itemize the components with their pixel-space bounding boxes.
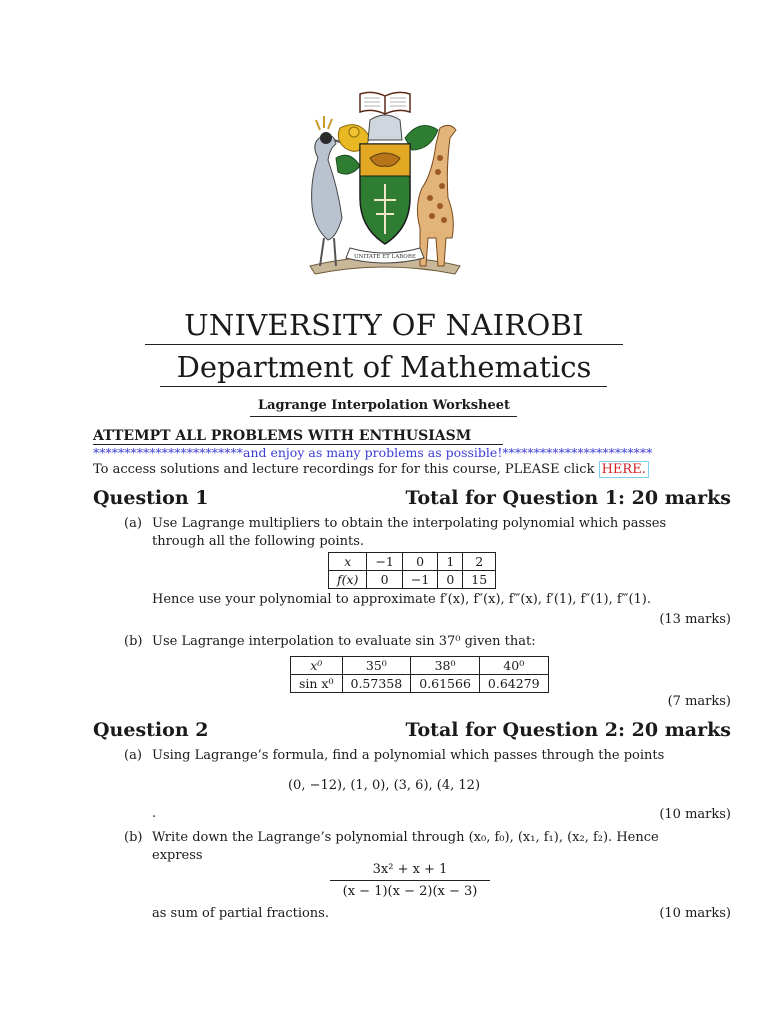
table-cell: 0	[438, 571, 463, 589]
table-cell: sin x⁰	[291, 675, 343, 693]
q2a-marks: (10 marks)	[659, 807, 731, 822]
table-cell: 15	[463, 571, 496, 589]
q2b-label: (b)	[124, 830, 143, 845]
q2a-period: .	[152, 806, 157, 821]
question-2-heading	[93, 719, 731, 741]
q1b-marks: (7 marks)	[667, 694, 731, 709]
table-cell: f(x)	[329, 571, 367, 589]
crest-motto: UNITATE ET LABORE	[354, 254, 416, 260]
q1a-text-line1: Use Lagrange multipliers to obtain the interpolating polynomial which passes	[152, 516, 667, 531]
q1a-points-table	[328, 552, 496, 589]
attempt-heading: ATTEMPT ALL PROBLEMS WITH ENTHUSIASM	[93, 428, 472, 444]
question-1-total: Total for Question 1: 20 marks	[405, 487, 731, 509]
question-1-title: Question 1	[93, 487, 209, 509]
q2a-points: (0, −12), (1, 0), (3, 6), (4, 12)	[287, 778, 481, 793]
q2b-marks: (10 marks)	[659, 906, 731, 921]
department-rule	[160, 386, 607, 387]
table-cell: −1	[402, 571, 437, 589]
access-text: To access solutions and lecture recordings for for this course, PLEASE click	[93, 462, 599, 477]
university-crest	[290, 88, 480, 282]
q2a-label: (a)	[124, 748, 142, 763]
table-cell: 0.64279	[479, 675, 548, 693]
q1b-label: (b)	[124, 634, 143, 649]
table-cell: x	[329, 553, 367, 571]
table-row	[291, 657, 549, 675]
q1a-hence-text: Hence use your polynomial to approximate f′(x), f″(x), f‴(x), f′(1), f″(1), f‴(1).	[152, 592, 652, 607]
table-cell: 0	[367, 571, 402, 589]
q1a-text-line2: through all the following points.	[152, 534, 365, 549]
q2a-text-line1: Using Lagrange’s formula, find a polynomial which passes through the points	[152, 748, 665, 763]
table-cell: −1	[367, 553, 402, 571]
department-name: Department of Mathematics	[176, 350, 592, 384]
question-2-total: Total for Question 2: 20 marks	[405, 719, 731, 741]
q1a-label: (a)	[124, 516, 142, 531]
table-cell: 35⁰	[342, 657, 411, 675]
question-2-title: Question 2	[93, 719, 209, 741]
q2b-fraction	[330, 862, 490, 899]
table-cell: 0.61566	[411, 675, 480, 693]
access-line	[93, 462, 649, 477]
book-figure	[360, 92, 410, 114]
table-row	[291, 675, 549, 693]
worksheet-rule	[250, 416, 517, 417]
q2b-text-line1: Write down the Lagrange’s polynomial through (x₀, f₀), (x₁, f₁), (x₂, f₂). Hence	[152, 830, 659, 845]
fraction-denominator: (x − 1)(x − 2)(x − 3)	[342, 884, 478, 899]
table-cell: 40⁰	[479, 657, 548, 675]
q2b-after-text: as sum of partial fractions.	[152, 906, 329, 921]
university-rule	[145, 344, 623, 345]
table-cell: 1	[438, 553, 463, 571]
enjoy-banner: ************************and enjoy as many problems as possible!************************	[93, 445, 653, 460]
table-row	[329, 553, 496, 571]
university-name: UNIVERSITY OF NAIROBI	[184, 308, 584, 342]
table-cell: 0	[402, 553, 437, 571]
question-1-heading	[93, 487, 731, 509]
here-link[interactable]: HERE.	[599, 461, 649, 478]
q1a-marks: (13 marks)	[659, 612, 731, 627]
fraction-numerator: 3x² + x + 1	[330, 862, 490, 881]
table-cell: 0.57358	[342, 675, 411, 693]
q1b-sine-table	[290, 656, 549, 693]
worksheet-title: Lagrange Interpolation Worksheet	[257, 398, 511, 413]
table-row	[329, 571, 496, 589]
shield-figure	[360, 144, 410, 244]
table-cell: 38⁰	[411, 657, 480, 675]
q2b-text-line2: express	[152, 848, 203, 863]
table-cell: x⁰	[291, 657, 343, 675]
table-cell: 2	[463, 553, 496, 571]
q1b-text-line1: Use Lagrange interpolation to evaluate sin 37⁰ given that:	[152, 634, 536, 649]
